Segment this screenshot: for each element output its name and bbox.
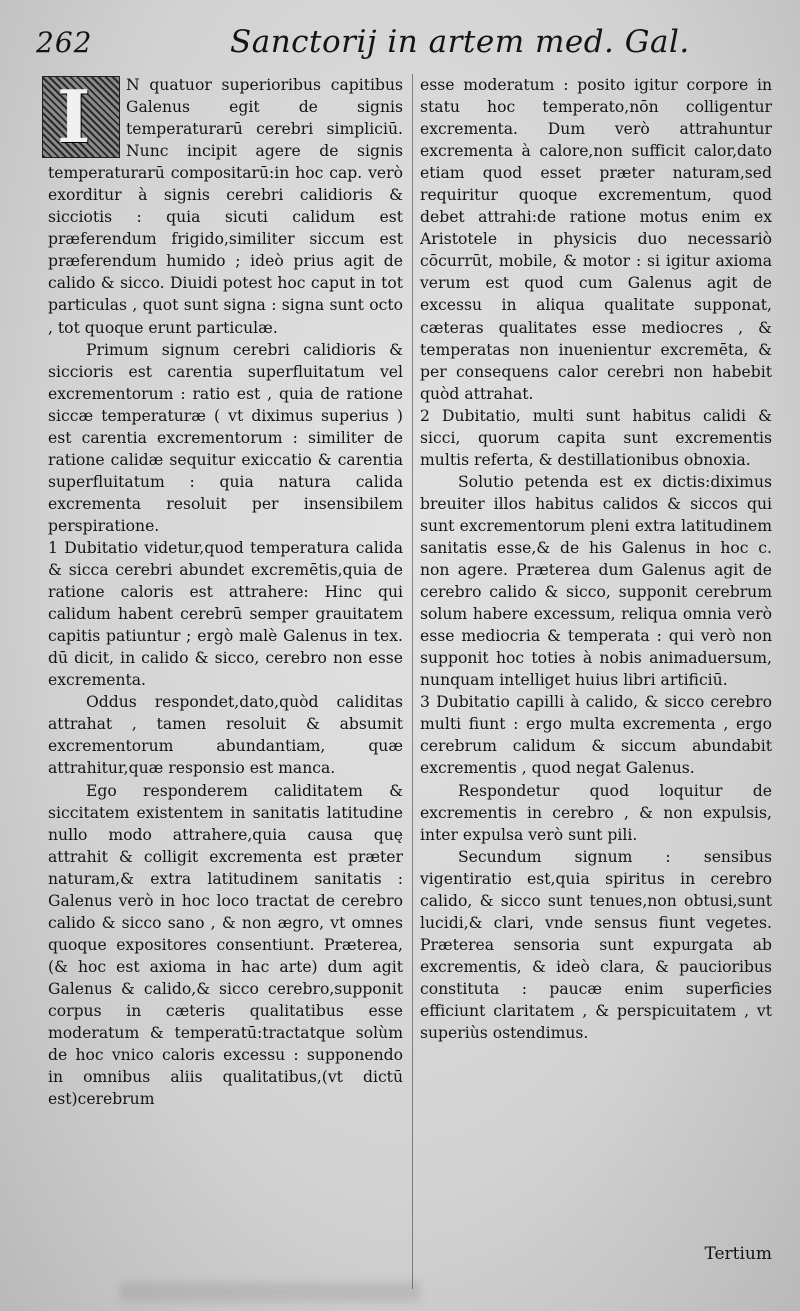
paragraph: Solutio petenda est ex dictis:diximus breuiter illos habitus calidos & siccos qui sunt excrementorum pleni extra latitudinem sanitatis esse,& de his Galenus in hoc c. non agere. Præterea dum Galenus agit de cerebro calido & sicco, supponit cerebrum solum habere excessum, reliqua omnia verò esse mediocria & temperata : qui verò non supponit hoc toties à nobis animaduersum, nunquam intelliget huius libri artificiū. xyxy=(420,472,772,690)
paragraph: Ego responderem caliditatem & siccitatem existentem in sanitatis latitudine nullo modo attrahere,quia causa quę attrahit & colligit excrementa est præter naturam,& extra latitudinem sanitatis : Galenus verò in hoc loco tractat de cerebro calido & sicco sano , & non ægro, vt omnes quoque expositores consentiunt. Præterea,(& hoc est axioma in hac arte) dum agit Galenus & calido,& sicco cerebro,supponit corpus in cæteris qualitatibus esse moderatum & temperatū:tractatque solùm de hoc vnico caloris excessu : supponendo in omnibus aliis qualitatibus,(vt dictū est)cerebrum xyxy=(48,781,403,1109)
decorated-initial xyxy=(42,76,120,158)
paragraph: Primum signum cerebri calidioris & siccioris est carentia superfluitatum vel excrementorum : ratio est , quia de ratione siccæ temperaturæ ( vt diximus superius ) est carentia excrementorum : similiter de ratione calidæ sequitur exiccatio & carentia superfluitatum : quia natura calida excrementa resoluit per insensibilem perspiratione. xyxy=(48,340,403,535)
running-title: Sanctorij in artem med. Gal. xyxy=(230,24,690,60)
right-column xyxy=(420,74,772,1044)
paragraph: 2 Dubitatio, multi sunt habitus calidi & sicci, quorum capita sunt excrementis multis referta, & destillationibus obnoxia. xyxy=(420,406,772,469)
paragraph: N quatuor superioribus capitibus Galenus egit de signis temperaturarū cerebri simpliciū. Nunc incipit agere de signis temperaturarū compositarū:in hoc cap. verò exorditur à signis cerebri calidioris & sicciotis : quia sicuti calidum est præferendum frigido,similiter siccum est præferendum humido ; ideò prius agit de calido & sicco. Diuidi potest hoc caput in tot particulas , quot sunt signa : signa sunt octo , tot quoque erunt particulæ. xyxy=(48,76,403,337)
initial-letter: I xyxy=(57,74,91,159)
page-smudge xyxy=(120,1282,420,1302)
page-number: 262 xyxy=(36,26,93,59)
paragraph: 3 Dubitatio capilli à calido, & sicco cerebro multi fiunt : ergo multa excrementa , ergo cerebrum calidum & siccum abundabit excrementis , quod negat Galenus. xyxy=(420,693,772,778)
left-column xyxy=(48,74,403,1110)
paragraph: Oddus respondet,dato,quòd caliditas attrahat , tamen resoluit & absumit excrementorum abundantiam, quæ attrahitur,quæ responsio est manca. xyxy=(48,693,403,778)
paragraph: Secundum signum : sensibus vigentiratio est,quia spiritus in cerebro calido, & sicco sunt tenues,non obtusi,sunt lucidi,& clari, vnde sensus fiunt vegetes. Præterea sensoria sunt expurgata ab excrementis, & ideò clara, & paucioribus constituta : paucæ enim superficies efficiunt claritatem , & perspicuitatem , vt superiùs ostendimus. xyxy=(420,847,772,1043)
paragraph: esse moderatum : posito igitur corpore in statu hoc temperato,nōn colligentur excrementa. Dum verò attrahuntur excrementa à calore,non sufficit calor,dato etiam quod esset præter naturam,sed requiritur quoque excrementum, quod debet attrahi:de ratione motus enim ex Aristotele in physicis duo necessariò cōcurrūt, mobile, & motor : si igitur axioma verum est quod cum Galenus agit de excessu in aliqua qualitate supponat, cæteras qualitates esse mediocres , & temperatas non inuenientur excremēta, & per consequens calor cerebri non habebit quòd attrahat. xyxy=(420,76,772,403)
catchword: Tertium xyxy=(704,1244,772,1264)
column-divider xyxy=(412,74,413,1289)
page-header xyxy=(36,22,760,70)
paragraph: Respondetur quod loquitur de excrementis in cerebro , & non expulsis, inter expulsa verò sunt pili. xyxy=(420,781,772,844)
paragraph: 1 Dubitatio videtur,quod temperatura calida & sicca cerebri abundet excremētis,quia de ratione caloris est attrahere: Hinc qui calidum habent cerebrū semper grauitatem capitis patiuntur ; ergò malè Galenus in tex. dū dicit, in calido & sicco, cerebro non esse excrementa. xyxy=(48,538,403,690)
